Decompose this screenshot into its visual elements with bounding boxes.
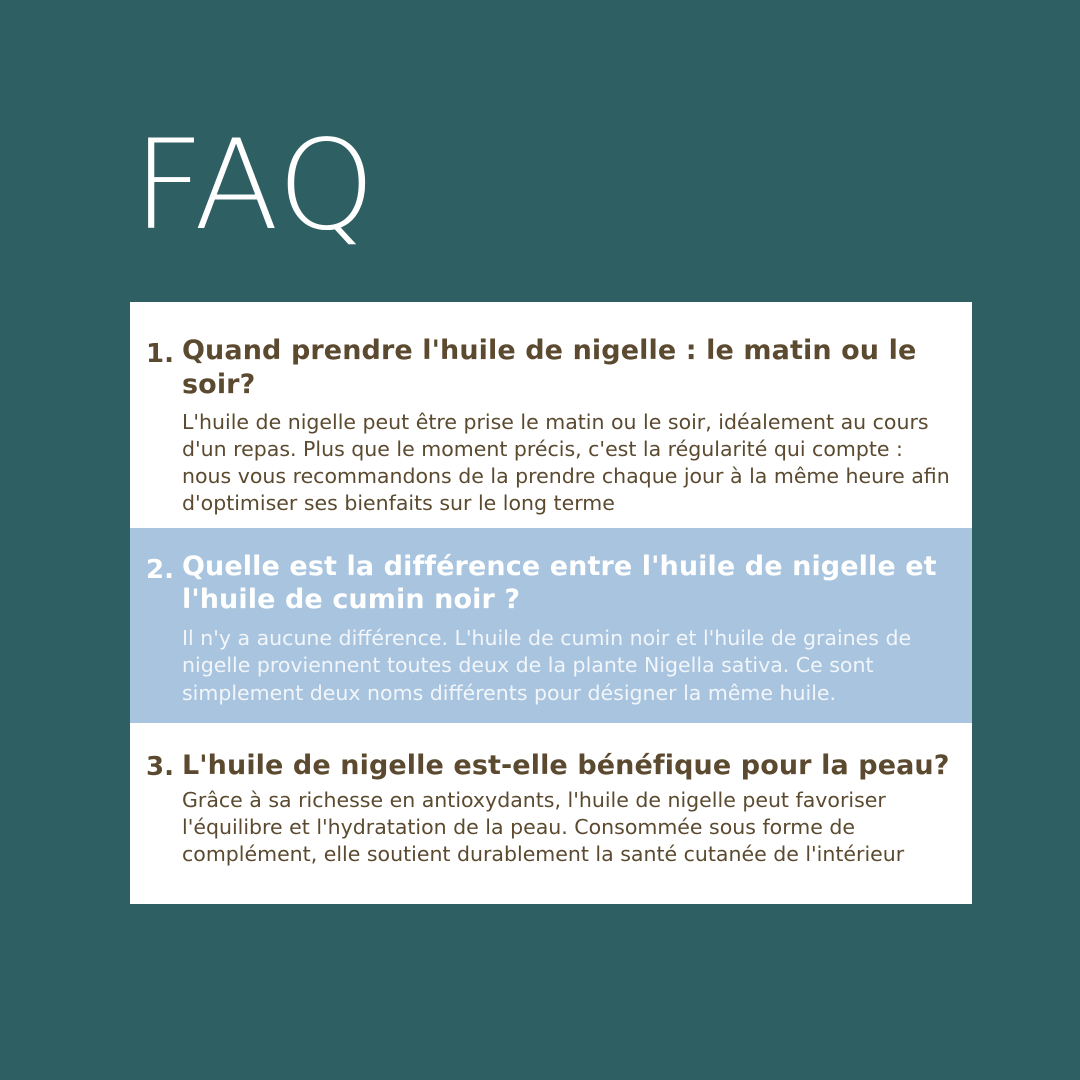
faq-item-number: 3.	[146, 751, 174, 782]
faq-question: Quand prendre l'huile de nigelle : le matin ou le soir?	[182, 335, 917, 400]
faq-item	[130, 302, 972, 518]
faq-item-number: 1.	[146, 339, 174, 369]
faq-item	[130, 723, 972, 905]
faq-item-body	[182, 334, 972, 518]
faq-question: Quelle est la différence entre l'huile de nigelle et l'huile de cumin noir ?	[182, 550, 937, 616]
faq-answer: Grâce à sa richesse en antioxydants, l'huile de nigelle peut favoriser l'équilibre et l'hydratation de la peau. Consommée sous forme de complément, elle soutient durablement la santé cutanée de l'intérieur	[182, 787, 905, 866]
faq-item-highlighted	[130, 528, 972, 723]
faq-answer: L'huile de nigelle peut être prise le matin ou le soir, idéalement au cours d'un repas. Plus que le moment précis, c'est la régularité qui compte : nous vous recommandons de la prendre chaque jour à la même heure afin d'optimiser ses bienfaits sur le long terme	[182, 409, 950, 516]
faq-item-number: 2.	[146, 554, 174, 585]
page-title: FAQ	[133, 114, 377, 258]
faq-item-body	[182, 550, 972, 707]
faq-question: L'huile de nigelle est-elle bénéfique pour la peau?	[182, 749, 950, 781]
faq-card	[130, 302, 972, 904]
faq-answer: Il n'y a aucune différence. L'huile de cumin noir et l'huile de graines de nigelle proviennent toutes deux de la plante Nigella sativa. Ce sont simplement deux noms différents pour désigner la même huile.	[182, 626, 912, 705]
faq-item-body	[182, 749, 972, 869]
